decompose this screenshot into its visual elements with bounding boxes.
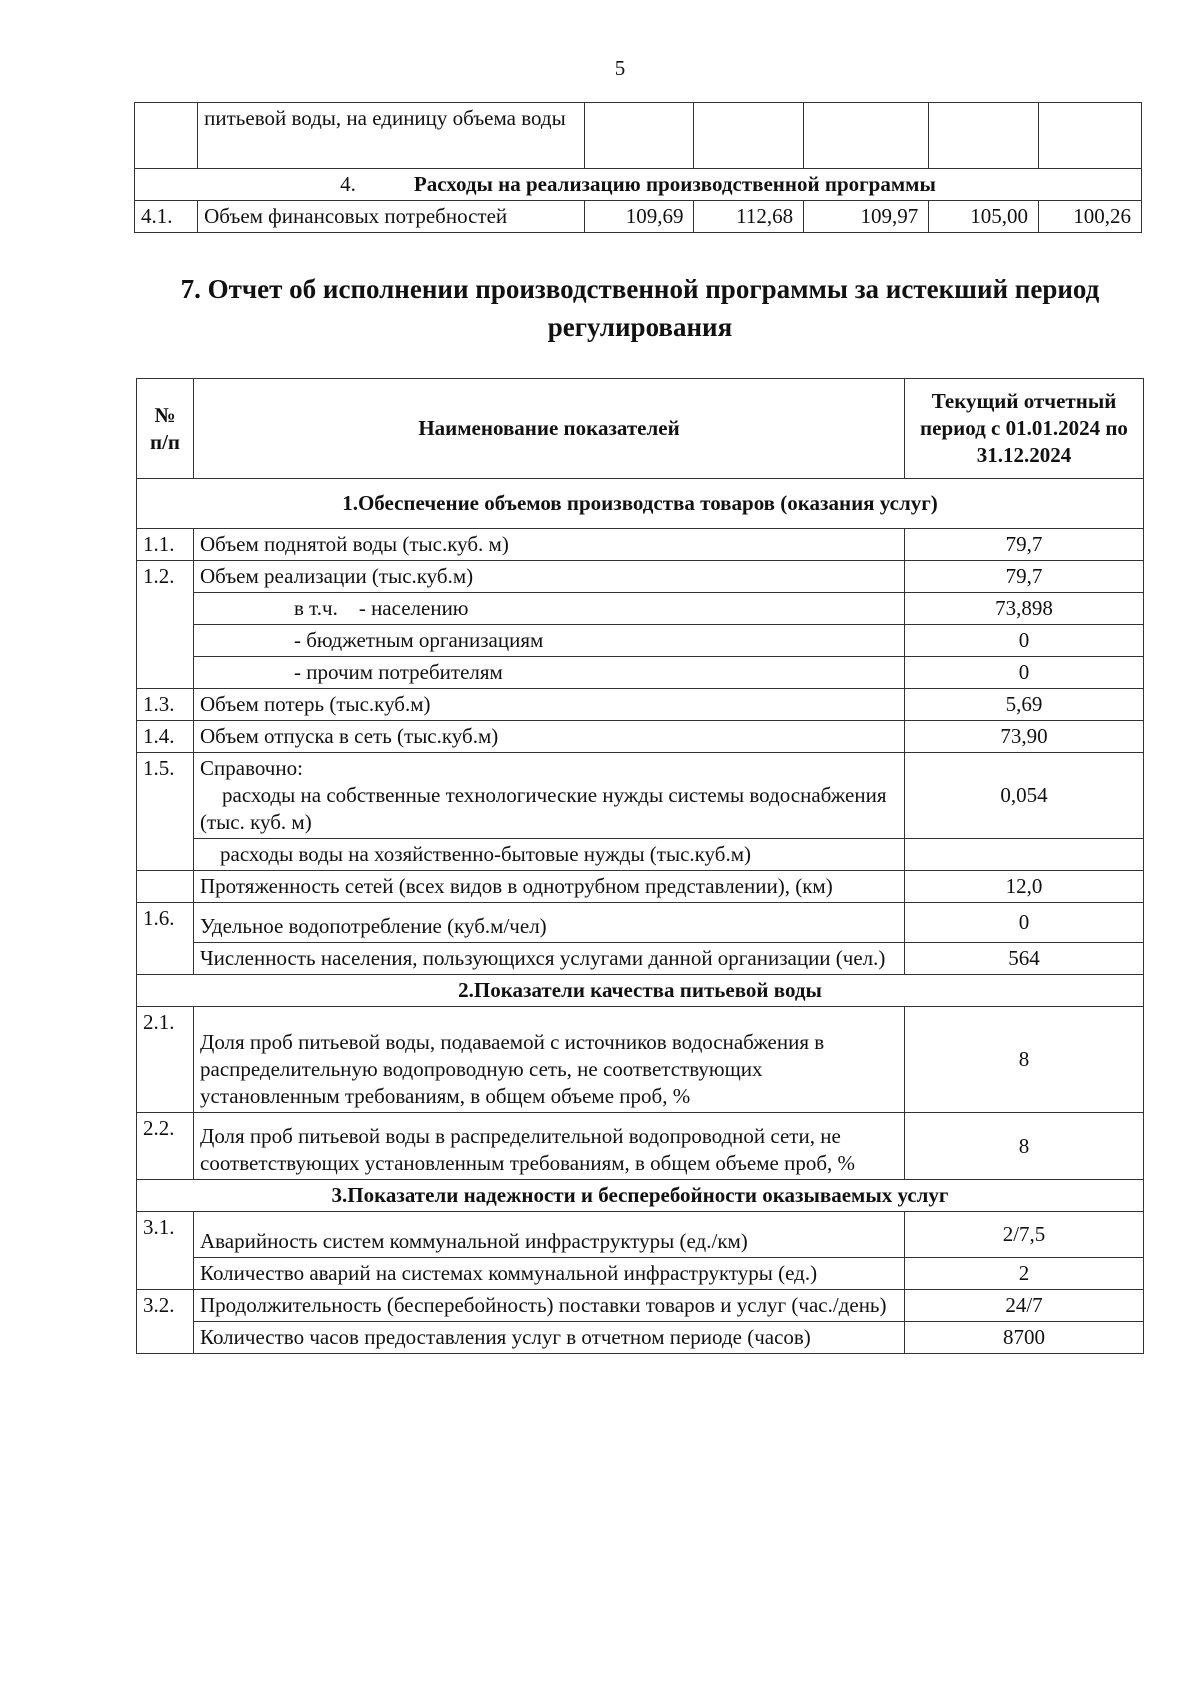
row-number: 3.1. [137, 1212, 194, 1290]
row-number: 1.3. [137, 689, 194, 721]
row-name [194, 753, 905, 839]
table-row [137, 1007, 1144, 1113]
row-value: 2 [905, 1258, 1144, 1290]
table-row [137, 689, 1144, 721]
row-name: Доля проб питьевой воды, подаваемой с источников водоснабжения в распределительную водопроводную сеть, не соответствующих установленным требованиям, в общем объеме проб, % [194, 1007, 905, 1113]
section-row [137, 479, 1144, 529]
row-value: 8700 [905, 1322, 1144, 1354]
table-row [137, 1113, 1144, 1180]
row-value: 73,898 [905, 593, 1144, 625]
section-number: 4. [340, 172, 356, 196]
table-row [135, 103, 1142, 169]
row-name: Протяженность сетей (всех видов в однотрубном представлении), (км) [194, 871, 905, 903]
row-value: 5,69 [905, 689, 1144, 721]
table-row [137, 561, 1144, 593]
table-row [137, 943, 1144, 975]
header-name: Наименование показателей [194, 379, 905, 479]
row-name: Доля проб питьевой воды в распределительной водопроводной сети, не соответствующих установленным требованиям, в общем объеме проб, % [194, 1113, 905, 1180]
value-cell [929, 103, 1039, 169]
table-row [135, 201, 1142, 233]
row-number: 2.2. [137, 1113, 194, 1180]
row-name-cell: Объем финансовых потребностей [198, 201, 585, 233]
row-name: Объем потерь (тыс.куб.м) [194, 689, 905, 721]
value-cell [804, 103, 929, 169]
row-name: Объем отпуска в сеть (тыс.куб.м) [194, 721, 905, 753]
row-value: 8 [905, 1113, 1144, 1180]
previous-table-continuation [134, 102, 1142, 233]
table-row [137, 721, 1144, 753]
row-value: 8 [905, 1007, 1144, 1113]
reference-text-content: расходы на собственные технологические нужды системы водоснабжения (тыс. куб. м) [200, 783, 887, 834]
row-name-cell: питьевой воды, на единицу объема воды [198, 103, 585, 169]
row-value: 2/7,5 [905, 1212, 1144, 1258]
table-row [137, 1322, 1144, 1354]
row-name: расходы воды на хозяйственно-бытовые нужды (тыс.куб.м) [194, 839, 905, 871]
value-cell: 109,69 [584, 201, 694, 233]
table-row [137, 1212, 1144, 1258]
section-heading [135, 169, 1142, 201]
section-title: 2.Показатели качества питьевой воды [137, 975, 1144, 1007]
value-cell [1038, 103, 1141, 169]
table-row [137, 1290, 1144, 1322]
row-name: Объем реализации (тыс.куб.м) [194, 561, 905, 593]
section-row [137, 975, 1144, 1007]
table-row [137, 625, 1144, 657]
row-number: 3.2. [137, 1290, 194, 1354]
table-row [137, 753, 1144, 839]
row-name: Количество часов предоставления услуг в отчетном периоде (часов) [194, 1322, 905, 1354]
table-row [137, 593, 1144, 625]
row-name: - прочим потребителям [194, 657, 905, 689]
report-title: 7. Отчет об исполнении производственной программы за истекший период регулирования [180, 274, 1100, 342]
reference-text [200, 782, 898, 836]
value-cell: 100,26 [1038, 201, 1141, 233]
row-value: 0 [905, 903, 1144, 943]
table-row [137, 657, 1144, 689]
row-value: 24/7 [905, 1290, 1144, 1322]
row-name: Численность населения, пользующихся услугами данной организации (чел.) [194, 943, 905, 975]
value-cell: 109,97 [804, 201, 929, 233]
table-row [137, 871, 1144, 903]
table-row [137, 1258, 1144, 1290]
section-row [137, 1180, 1144, 1212]
row-number-cell: 4.1. [135, 201, 198, 233]
row-number: 1.5. [137, 753, 194, 871]
row-number: 1.2. [137, 561, 194, 689]
report-table [136, 378, 1144, 1354]
row-number: 1.4. [137, 721, 194, 753]
row-number: 1.1. [137, 529, 194, 561]
row-value: 12,0 [905, 871, 1144, 903]
value-cell: 105,00 [929, 201, 1039, 233]
header-row [137, 379, 1144, 479]
section-row [135, 169, 1142, 201]
row-value: 79,7 [905, 529, 1144, 561]
row-name: Аварийность систем коммунальной инфраструктуры (ед./км) [194, 1212, 905, 1258]
header-period: Текущий отчетный период с 01.01.2024 по 31.12.2024 [905, 379, 1144, 479]
row-value: 0 [905, 625, 1144, 657]
page-number: 5 [614, 56, 626, 80]
row-value: 79,7 [905, 561, 1144, 593]
row-number-cell [135, 103, 198, 169]
row-number: 1.6. [137, 903, 194, 975]
value-cell [694, 103, 804, 169]
row-number: 2.1. [137, 1007, 194, 1113]
value-cell: 112,68 [694, 201, 804, 233]
row-name: Продолжительность (бесперебойность) поставки товаров и услуг (час./день) [194, 1290, 905, 1322]
row-name: - бюджетным организациям [194, 625, 905, 657]
section-title: Расходы на реализацию производственной программы [413, 172, 936, 196]
row-name: в т.ч. - населению [194, 593, 905, 625]
value-cell [584, 103, 694, 169]
row-name: Объем поднятой воды (тыс.куб. м) [194, 529, 905, 561]
table-row [137, 839, 1144, 871]
row-value: 73,90 [905, 721, 1144, 753]
row-value: 0 [905, 657, 1144, 689]
section-title: 3.Показатели надежности и бесперебойности оказываемых услуг [137, 1180, 1144, 1212]
table-row [137, 903, 1144, 943]
reference-heading: Справочно: [200, 756, 303, 780]
row-name: Количество аварий на системах коммунальной инфраструктуры (ед.) [194, 1258, 905, 1290]
row-name: Удельное водопотребление (куб.м/чел) [194, 903, 905, 943]
row-number [137, 871, 194, 903]
header-number: № п/п [137, 379, 194, 479]
section-title: 1.Обеспечение объемов производства товаров (оказания услуг) [137, 479, 1144, 529]
row-value [905, 839, 1144, 871]
row-value: 0,054 [905, 753, 1144, 839]
table-row [137, 529, 1144, 561]
row-value: 564 [905, 943, 1144, 975]
